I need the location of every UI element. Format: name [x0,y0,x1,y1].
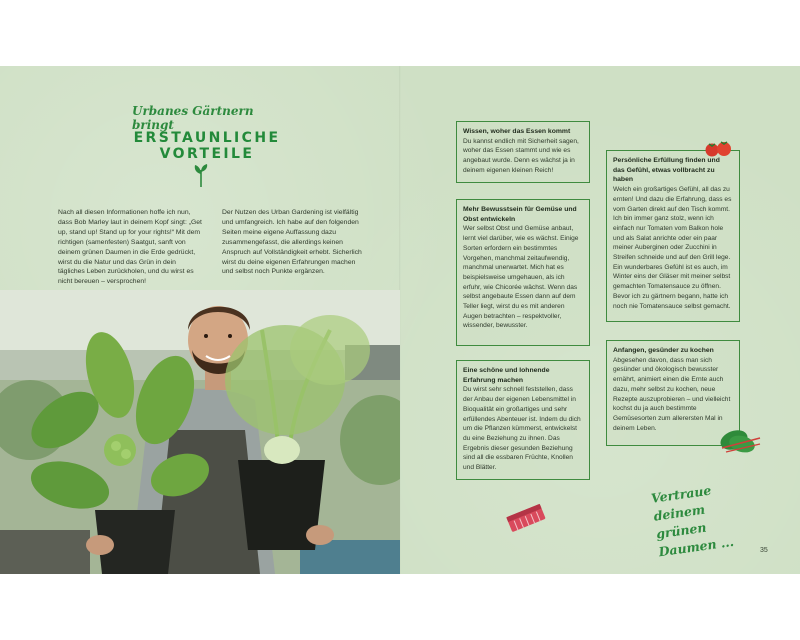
benefit-title: Anfangen, gesünder zu kochen [613,347,714,354]
tomato-icon [703,139,733,157]
benefit-title: Eine schöne und lohnende Erfahrung machen [463,367,550,384]
benefit-text: Du kannst endlich mit Sicherheit sagen, woher das Essen stammt und wie es angebaut wurde. Denn es wächst ja in deinem eigenen kleinen Reich! [463,137,579,174]
benefit-box-2 [456,199,590,346]
headline-kicker: Urbanes Gärtnern bringt [132,104,254,132]
sprout-icon [193,162,209,188]
gardener-illustration [0,290,400,574]
benefit-text: Abgesehen davon, dass man sich gesünder und ökologisch bewusster ernährt, animiert einen die Ernte auch dazu, mehr selbst zu kochen, neue Rezepte auszuprobieren – und vielleicht kochst du ja auch bestimmte Gemüsesorten zum allerersten Mal in deinem Leben. [613,356,731,432]
benefit-title: Mehr Bewusstsein für Gemüse und Obst entwickeln [463,206,577,223]
chard-leaf-icon [716,422,762,456]
intro-column-right: Der Nutzen des Urban Gardening ist vielfältig und umfangreich. Ich habe auf den folgenden Seiten meine eigene Auffassung dazu zusammengefasst, die allerdings keinen Anspruch auf Vollständigkeit erhebt. Sicherlich wirst du deine eigenen Erfahrungen machen und selbst noch Punkte ergänzen. [222,209,362,276]
page-headline: ERSTAUNLICHE VORTEILE [133,130,281,162]
benefit-text: Du wirst sehr schnell feststellen, dass der Anbau der eigenen Lebensmittel in Bioqualität ein großartiges und sehr erfüllendes Abenteuer ist. Indem du dich um die Pflanzen kümmerst, entwickelst du eine Beziehung zu ihnen. Das Ergebnis dieser gesunden Beziehung sind all die essbaren Früchte, Knollen und Blätter. [463,386,581,472]
benefit-title: Wissen, woher das Essen kommt [463,128,571,135]
intro-column-left: Nach all diesen Informationen hoffe ich nun, dass Bob Marley laut in deinem Kopf singt: „Get up, stand up! Stand up for your rights!“ Mit dem richtigen (samenfesten) Saatgut, sanft von deinem grünen Daumen in die Erde gedrückt, wirst du die Natur und das Grün in dein tägliches Leben zurückholen, und du wirst es nicht bereuen – versprochen! [58,209,202,286]
closing-line-2: grünen Daumen ... [655,519,735,560]
closing-line-1: Vertraue deinem [650,482,713,524]
benefit-box-1 [456,121,590,183]
benefit-box-3 [456,360,590,480]
page-number: 35 [760,547,768,554]
benefit-text: Welch ein großartiges Gefühl, all das zu ernten! Und dazu die Erfahrung, dass es vom Garten direkt auf den Tisch kommt. Ich bin immer ganz stolz, wenn ich einfach nur Tomaten vom Balkon hole und als Salat anrichte oder ein paar meiner Auberginen oder Zucchini in Streifen schneide und auf den Grill lege. Ein wunderbares Gefühl ist es auch, im Winter eins der Gläser mit meiner selbst gemachten Tomatensauce zu öffnen. Bevor ich zu gärtnern begann, hatte ich noch nie Tomatensauce selbst gemacht. [613,186,732,310]
benefit-text: Wer selbst Obst und Gemüse anbaut, lernt viel darüber, wie es wächst. Einige Sorten erfordern ein bestimmtes Vorgehen, manchmal zeitaufwendig, manchmal unerwartet. Mich hat es beispielsweise umgehauen, als ich erfuhr, wie Chicorée wächst. Wenn das selbst angebaute Essen dann auf dem Teller liegt, wirst du es mit anderen Augen betrachten – respektvoller, wissender, bewusster. [463,225,579,330]
seed-packet-icon [502,502,550,534]
benefit-title: Persönliche Erfüllung finden und das Gefühl, etwas vollbracht zu haben [613,157,720,184]
gardener-photo [0,290,400,574]
closing-slogan [650,475,769,562]
benefit-box-4 [606,150,740,322]
